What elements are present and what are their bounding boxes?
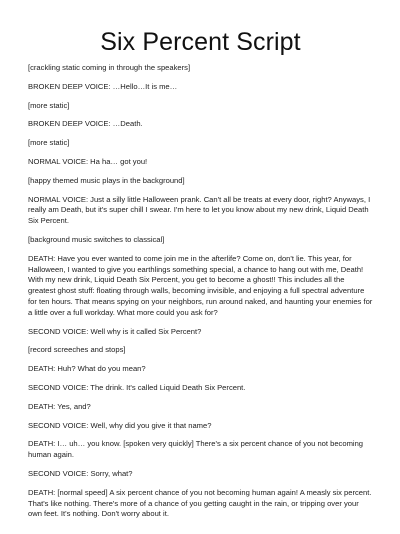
stage-direction: [happy themed music plays in the background]: [28, 175, 185, 185]
dialogue-line: SECOND VOICE: The drink. It's called Liquid Death Six Percent.: [28, 382, 246, 392]
dialogue-line: SECOND VOICE: Well why is it called Six Percent?: [28, 326, 202, 336]
dialogue-line: DEATH: Have you ever wanted to come join me in the afterlife? Come on, don't lie. This year, for Halloween, I wanted to give you earthlings something special, a chance to hang out with me, Death! With my new drink, Liquid Death Six Percent, you get to become a ghost!! This includes all the greatest ghost stuff: floating through walls, becoming invisible, and enjoying a full spectral adventure for ten hours. That means spying on your neighbors, run around naked, and haunting your enemies for a little over a full workday. What more could you ask for?: [28, 253, 373, 317]
stage-direction: [more static]: [28, 138, 70, 148]
stage-direction: [record screeches and stops]: [28, 345, 126, 355]
stage-direction: [background music switches to classical]: [28, 234, 165, 244]
dialogue-line: SECOND VOICE: Sorry, what?: [28, 468, 133, 478]
script-body: [28, 63, 373, 520]
dialogue-line: DEATH: Yes, and?: [28, 401, 91, 411]
dialogue-line: DEATH: I… uh… you know. [spoken very quickly] There's a six percent chance of you not becoming human again.: [28, 439, 364, 460]
dialogue-line: NORMAL VOICE: Ha ha… got you!: [28, 156, 148, 166]
stage-direction: [crackling static coming in through the speakers]: [28, 63, 191, 72]
dialogue-line: DEATH: [normal speed] A six percent chance of you not becoming human again! A measly six percent. That's like nothing. There's more of a chance of you getting caught in the rain, or tripping over your own feet. It's nothing. Don't worry about it.: [28, 487, 372, 519]
dialogue-line: BROKEN DEEP VOICE: …Death.: [28, 119, 143, 129]
document-title: Six Percent Script: [100, 28, 301, 56]
dialogue-line: SECOND VOICE: Well, why did you give it that name?: [28, 420, 212, 430]
dialogue-line: BROKEN DEEP VOICE: …Hello…It is me…: [28, 81, 178, 91]
dialogue-line: DEATH: Huh? What do you mean?: [28, 364, 146, 374]
stage-direction: [more static]: [28, 100, 70, 110]
dialogue-line: NORMAL VOICE: Just a silly little Halloween prank. Can't all be treats at every door, right? Anyways, I really am Death, but it's super chill I swear. I'm here to let you know about my new drink, Liquid Death Six Percent.: [28, 194, 371, 226]
